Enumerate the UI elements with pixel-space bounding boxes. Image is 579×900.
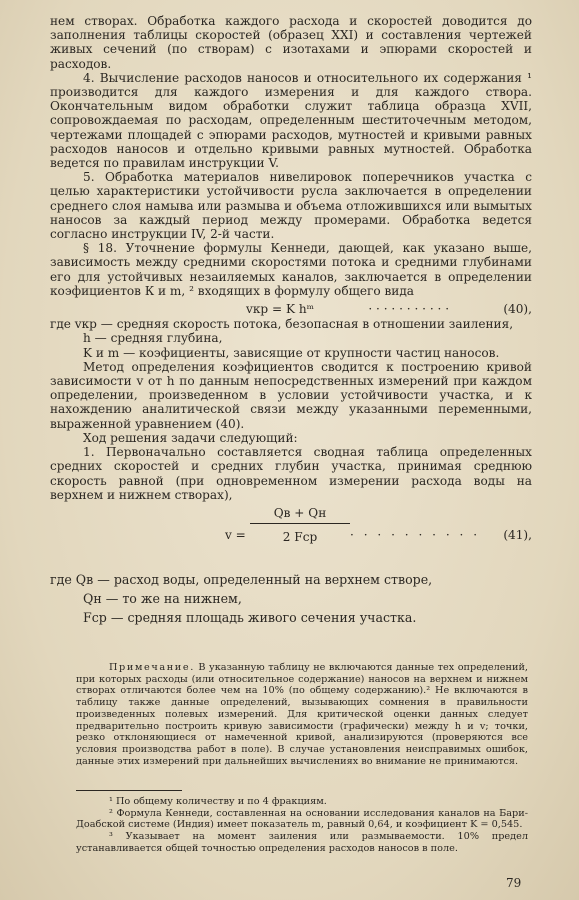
- formula-41-fraction: [250, 506, 350, 544]
- note-block: [76, 662, 528, 767]
- formula-41-numerator: Qв + Qн: [250, 506, 350, 524]
- footnote-2: ² Формула Кеннеди, составленная на основании исследования каналов на Бари-Доабской системе (Индия) имеет показатель m, равный 0,64, и коэфициент K = 0,545.: [76, 807, 528, 831]
- footnote-1: ¹ По общему количеству и по 4 фракциям.: [109, 796, 327, 807]
- paragraph-1: нем створах. Обработка каждого расхода и скоростей доводится до заполнения таблицы скоростей (образец XXI) и составления чертежей живых сечений (по створам) с изотахами и эпюрами скоростей и расходов.: [50, 14, 532, 71]
- note-text: В указанную таблицу не включаются данные тех определений, при которых расходы (или относительное содержание) наносов на верхнем и нижнем створах отличаются более чем на 10% (по общему содержанию).² Не включаются в таблицу также данные определений, вызывающих сомнения в правильности произведенных полевых измерений. Для критической оценки данных следует предварительно построить кривую зависимости (графически) между h и v; точки, резко отклоняющиеся от намеченной кривой, анализируются (проверяются все условия производства работ в поле). В случае установления неисправимых ошибок, данные этих измерений при дальнейших вычислениях во внимание не принимаются.: [76, 662, 528, 767]
- footnote-divider: [76, 790, 182, 791]
- formula-41-label: (41),: [503, 527, 532, 542]
- definition-q-upper: где Qв — расход воды, определенный на верхнем створе,: [50, 571, 433, 587]
- formula-41: [50, 506, 532, 564]
- formula-40-definitions: [50, 317, 532, 360]
- formula-40-label: (40),: [503, 302, 532, 317]
- formula-40: [50, 302, 532, 316]
- formula-41-denominator: 2 Fср: [282, 530, 318, 545]
- note-title: Примечание.: [109, 662, 195, 673]
- formula-40-expression: vкр = K hᵐ: [246, 302, 315, 317]
- paragraph-4: § 18. Уточнение формулы Кеннеди, дающей, как указано выше, зависимость между средними скоростями потока и средними глубинами его для устойчивых незаиляемых каналов, заключается в определении коэфициентов К и m, ² входящих в формулу общего вида: [50, 241, 532, 298]
- formula-40-dots: · · · · · · · · · · ·: [368, 302, 450, 317]
- paragraph-6: Ход решения задачи следующий:: [83, 430, 298, 445]
- paragraph-5: Метод определения коэфициентов сводится к построению кривой зависимости v от h по данным непосредственных измерений при каждом определении, произведенном в условии устойчивости участка, и к нахождению аналитической связи между указанными переменными, выраженной уравнением (40).: [50, 359, 532, 431]
- footnote-3: ³ Указывает на момент заиления или размываемости. 10% предел устанавливается общей точностью определения расходов наносов в поле.: [76, 831, 528, 854]
- definition-q-lower: Qн — то же на нижнем,: [83, 590, 242, 606]
- formula-41-definitions: [50, 570, 532, 627]
- paragraph-2: 4. Вычисление расходов наносов и относительного их содержания ¹ производится для каждого измерения и для каждого створа. Окончательным видом обработки служит таблица образца XVII, сопровождаемая по расходам, определенным шеститочечным методом, чертежами площадей с эпюрами расходов, мутностей и кривыми равных расходов наносов и отдельно кривыми равных мутностей. Обработка ведется по правилам инструкции V.: [50, 70, 532, 171]
- formula-41-lhs: v =: [225, 527, 246, 542]
- definition-h: h — средняя глубина,: [83, 331, 223, 346]
- page-number: 79: [506, 876, 522, 890]
- footnotes: [76, 796, 528, 855]
- main-text: [50, 14, 532, 627]
- definition-k-m: K и m — коэфициенты, зависящие от крупности частиц наносов.: [83, 345, 500, 360]
- paragraph-7: 1. Первоначально составляется сводная таблица определенных средних скоростей и средних глубин участка, принимая среднюю скорость равной (при одновременном измерении расхода воды на верхнем и нижнем створах),: [50, 445, 532, 502]
- definition-f: Fср — средняя площадь живого сечения участка.: [83, 609, 417, 625]
- formula-41-dots: · · · · · · · · · ·: [350, 527, 481, 542]
- paragraph-3: 5. Обработка материалов нивелировок поперечников участка с целью характеристики устойчивости русла заключается в определении среднего слоя намыва или размыва и объема отложившихся или вымытых наносов за каждый период между промерами. Обработка ведется согласно инструкции IV, 2-й части.: [50, 170, 532, 242]
- definition-v: где vкр — средняя скорость потока, безопасная в отношении заиления,: [50, 317, 514, 332]
